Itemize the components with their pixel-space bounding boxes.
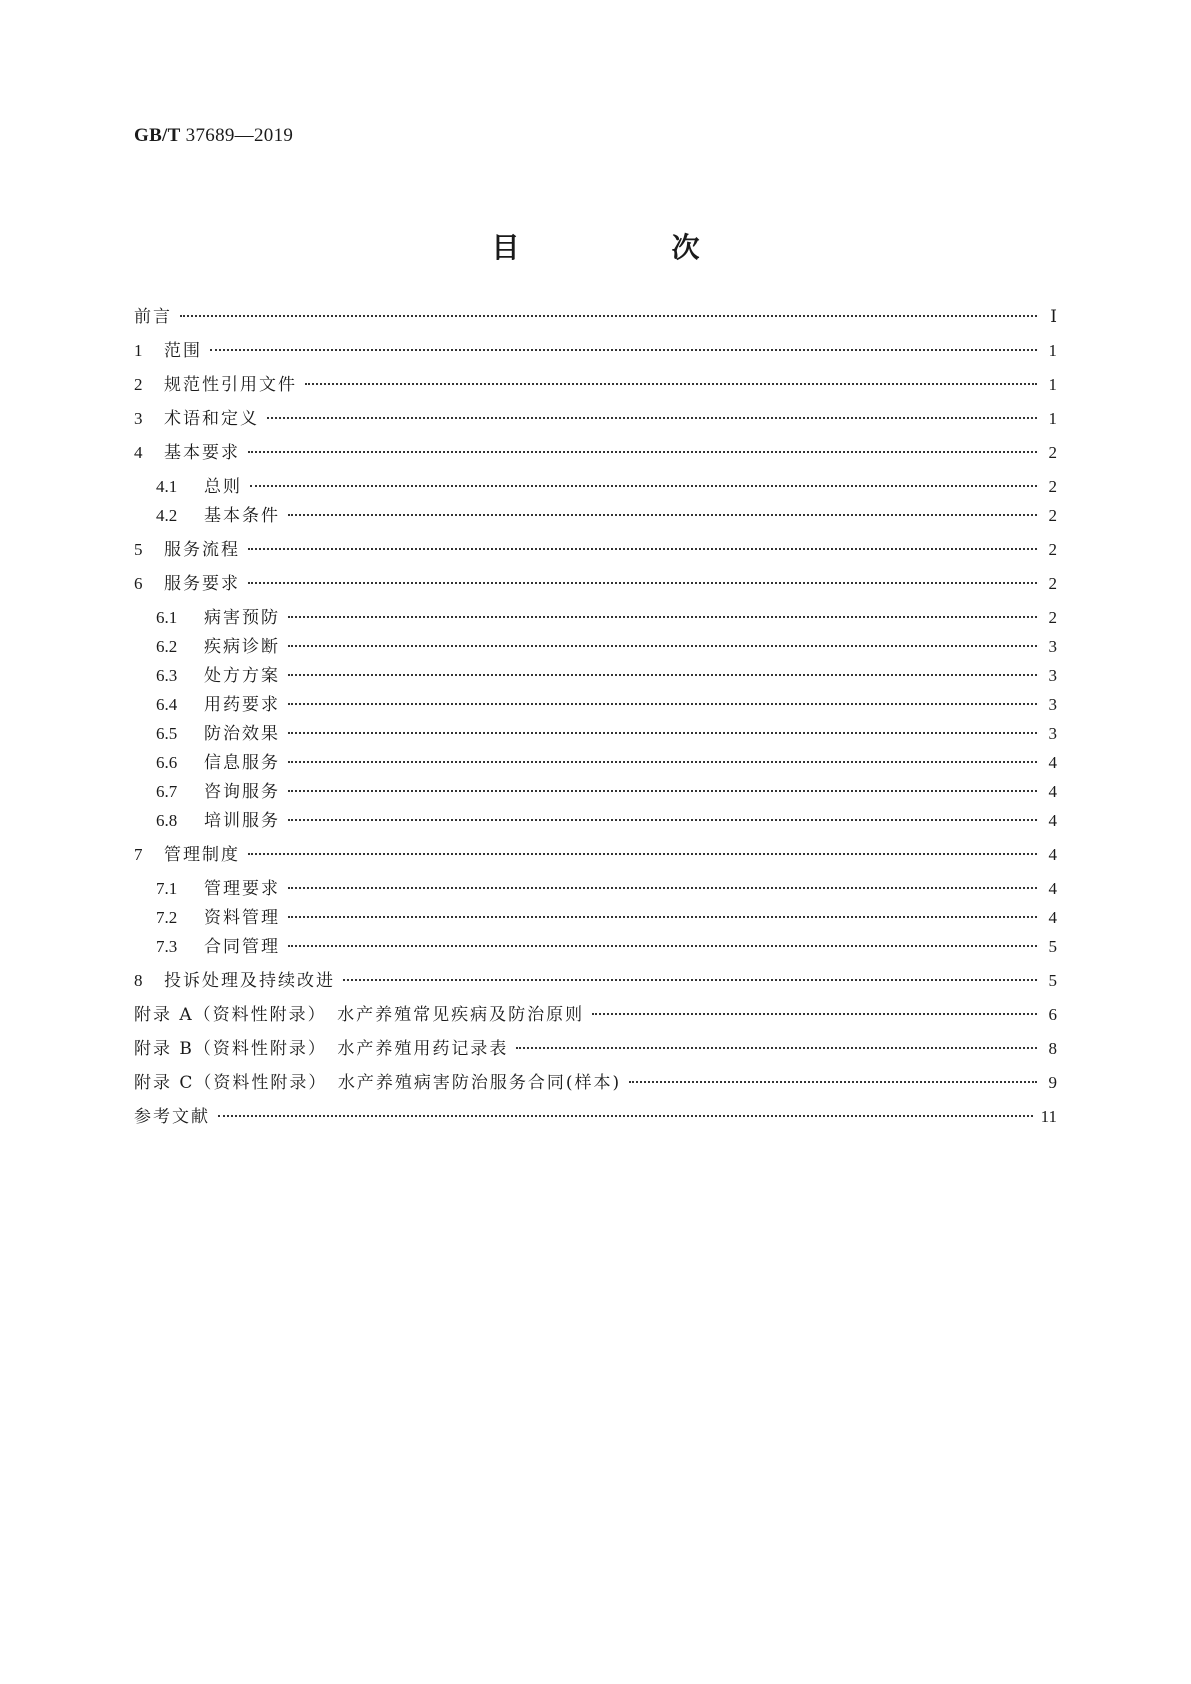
dot-leader [288,819,1037,821]
toc-entry-page: 3 [1048,666,1057,685]
toc-entry-page: 6 [1048,1005,1057,1024]
toc-entry[interactable] [134,1106,1057,1128]
dot-leader [305,383,1037,385]
toc-entry-page: 5 [1048,971,1057,990]
toc-entry[interactable] [134,1072,1057,1094]
toc-entry-label: 资料管理 [204,908,280,928]
toc-entry-number: 6.8 [156,811,178,830]
dot-leader [288,761,1037,763]
toc-entry-number: 6.2 [156,637,178,656]
dot-leader [248,582,1037,584]
toc-entry-label: 附录 A（资料性附录） 水产养殖常见疾病及防治原则 [134,1005,585,1025]
toc-entry-number: 6.5 [156,724,178,743]
dot-leader [592,1013,1037,1015]
dot-leader [629,1081,1037,1083]
toc-entry-label: 处方方案 [204,666,280,686]
toc-entry[interactable] [156,636,1057,658]
toc-entry-number: 6 [134,574,143,593]
toc-entry[interactable] [134,844,1057,866]
toc-entry-page: 4 [1048,811,1057,830]
toc-entry-page: 2 [1048,443,1057,462]
toc-entry-page: 2 [1048,540,1057,559]
toc-entry-page: 3 [1048,724,1057,743]
dot-leader [288,887,1037,889]
toc-entry-number: 4.2 [156,506,178,525]
toc-entry-number: 7 [134,845,143,864]
toc-entry-label: 规范性引用文件 [164,375,297,395]
toc-entry-page: 1 [1048,341,1057,360]
toc-entry[interactable] [156,810,1057,832]
toc-entry-label: 合同管理 [204,937,280,957]
dot-leader [210,349,1037,351]
toc-entry[interactable] [134,340,1057,362]
toc-entry-label: 投诉处理及持续改进 [164,971,335,991]
dot-leader [288,674,1037,676]
toc-entry-number: 6.4 [156,695,178,714]
dot-leader [248,548,1037,550]
toc-entry-label: 参考文献 [134,1107,210,1127]
toc-entry-page: 11 [1040,1107,1057,1126]
dot-leader [250,485,1037,487]
toc-entry-label: 管理制度 [164,845,240,865]
toc-entry-label: 咨询服务 [204,782,280,802]
toc-entry-page: 4 [1048,879,1057,898]
toc-entry-label: 前言 [134,307,172,327]
standard-code-number: 37689—2019 [185,125,294,146]
toc-entry-page: 2 [1048,477,1057,496]
toc-entry-number: 8 [134,971,143,990]
toc-entry-label: 病害预防 [204,608,280,628]
toc-entry[interactable] [156,907,1057,929]
toc-entry-page: 5 [1048,937,1057,956]
toc-entry-label: 培训服务 [204,811,280,831]
dot-leader [288,916,1037,918]
toc-entry-page: 3 [1048,695,1057,714]
toc-entry-page: 4 [1048,782,1057,801]
toc-entry[interactable] [134,573,1057,595]
toc-entry-number: 4.1 [156,477,178,496]
toc-entry[interactable] [134,408,1057,430]
toc-entry[interactable] [156,694,1057,716]
toc-entry-number: 6.6 [156,753,178,772]
dot-leader [267,417,1037,419]
toc-entry-page: 1 [1048,375,1057,394]
toc-entry-page: 3 [1048,637,1057,656]
dot-leader [288,514,1037,516]
toc-entry-number: 6.3 [156,666,178,685]
toc-entry-page: 9 [1048,1073,1057,1092]
toc-entry[interactable] [134,306,1057,328]
toc-entry-page: 4 [1048,908,1057,927]
dot-leader [343,979,1037,981]
toc-entry-number: 7.2 [156,908,178,927]
toc-entry-page: 2 [1048,506,1057,525]
toc-entry-label: 附录 B（资料性附录） 水产养殖用药记录表 [134,1039,509,1059]
dot-leader [288,945,1037,947]
toc-entry[interactable] [134,374,1057,396]
toc-entry-number: 7.1 [156,879,178,898]
page-title: 目 次 [491,231,762,264]
dot-leader [288,732,1037,734]
toc-entry[interactable] [156,505,1057,527]
toc-entry[interactable] [134,539,1057,561]
toc-entry[interactable] [134,442,1057,464]
toc-entry-label: 服务流程 [164,540,240,560]
toc-entry-label: 管理要求 [204,879,280,899]
dot-leader [218,1115,1033,1117]
toc-entry-number: 6.7 [156,782,178,801]
toc-entry-label: 总则 [204,477,242,497]
toc-entry-label: 服务要求 [164,574,240,594]
toc-entry[interactable] [134,1038,1057,1060]
dot-leader [288,645,1037,647]
toc-entry-label: 基本要求 [164,443,240,463]
toc-entry-number: 7.3 [156,937,178,956]
toc-entry[interactable] [156,781,1057,803]
toc-entry-page: 2 [1048,608,1057,627]
dot-leader [288,790,1037,792]
toc-entry-label: 基本条件 [204,506,280,526]
toc-entry[interactable] [156,752,1057,774]
toc-entry-label: 防治效果 [204,724,280,744]
dot-leader [288,616,1037,618]
toc-entry-number: 1 [134,341,143,360]
toc-entry-number: 6.1 [156,608,178,627]
toc-entry-page: 4 [1048,753,1057,772]
toc-entry[interactable] [156,476,1057,498]
toc-entry-page: 8 [1048,1039,1057,1058]
toc-entry-number: 2 [134,375,143,394]
toc-entry[interactable] [156,665,1057,687]
dot-leader [180,315,1037,317]
toc-entry[interactable] [156,878,1057,900]
toc-entry-label: 附录 C（资料性附录） 水产养殖病害防治服务合同(样本) [134,1073,622,1093]
toc-entry[interactable] [134,970,1057,992]
toc-entry-number: 3 [134,409,143,428]
toc-entry-label: 术语和定义 [164,409,259,429]
toc-entry-label: 疾病诊断 [204,637,280,657]
toc-entry-label: 范围 [164,341,202,361]
toc-entry[interactable] [134,1004,1057,1026]
dot-leader [288,703,1037,705]
dot-leader [248,451,1037,453]
toc-entry-page: 2 [1048,574,1057,593]
toc-entry-page: 4 [1048,845,1057,864]
toc-entry[interactable] [156,936,1057,958]
dot-leader [248,853,1037,855]
toc-entry-number: 5 [134,540,143,559]
toc-entry-page: Ⅰ [1050,307,1057,326]
toc-entry-number: 4 [134,443,143,462]
standard-code-prefix: GB/T [134,125,181,146]
toc-entry-label: 用药要求 [204,695,280,715]
toc-entry[interactable] [156,723,1057,745]
dot-leader [516,1047,1037,1049]
toc-entry[interactable] [156,607,1057,629]
table-of-contents [134,0,1057,1684]
toc-entry-label: 信息服务 [204,753,280,773]
toc-entry-page: 1 [1048,409,1057,428]
